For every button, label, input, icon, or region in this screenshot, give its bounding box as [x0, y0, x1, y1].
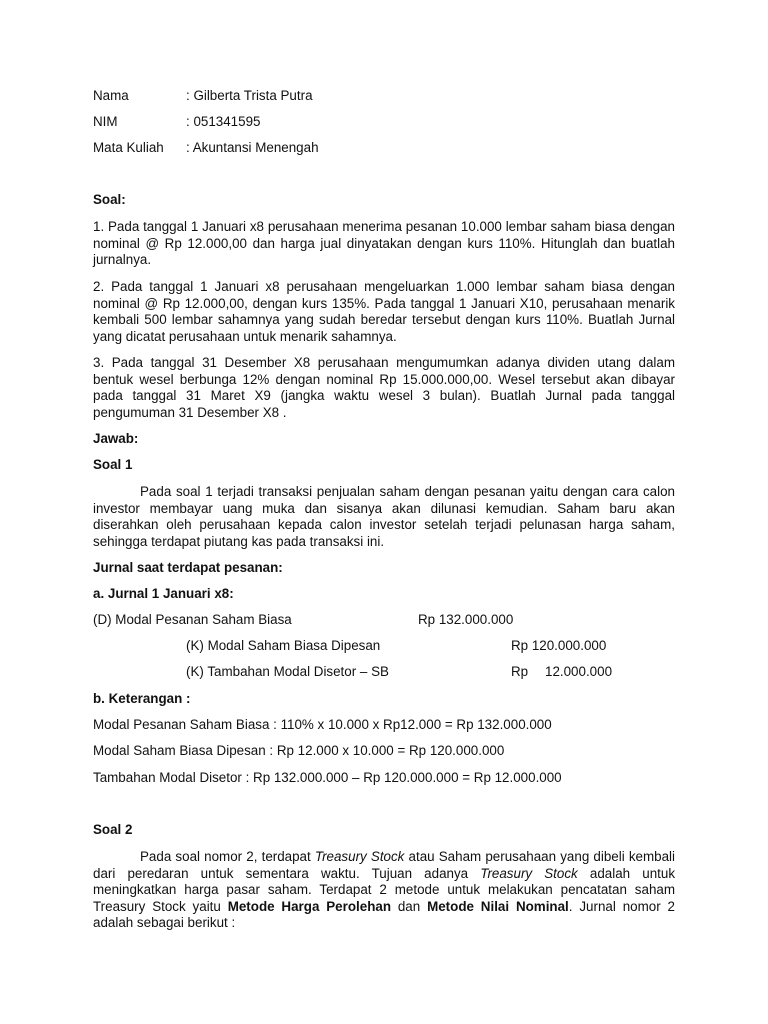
soal2-heading: Soal 2: [93, 822, 133, 837]
keterangan-line-1: Modal Pesanan Saham Biasa : 110% x 10.000 x Rp12.000 = Rp 132.000.000: [93, 717, 552, 732]
journal-entry-debit: [93, 612, 675, 628]
soal1-paragraph: Pada soal 1 terjadi transaksi penjualan saham dengan pesanan yaitu dengan cara calon investor membayar uang muka dan sisanya akan dilunasi kemudian. Saham baru akan diserahkan oleh perusahaan kepada calon investor setelah terjadi pelunasan harga saham, sehingga terdapat piutang kas pada transaksi ini.: [93, 484, 675, 549]
soal2-text: . Jurnal nomor 2 adalah sebagai berikut :: [93, 898, 675, 930]
soal1-heading: Soal 1: [93, 457, 133, 472]
soal2-bold-term: Metode Nilai Nominal: [427, 898, 569, 914]
course-label: Mata Kuliah: [93, 140, 164, 155]
entry-account: (D) Modal Pesanan Saham Biasa: [93, 612, 292, 627]
entry-credit-currency: Rp: [511, 664, 529, 679]
soal2-text: Pada soal nomor 2, terdapat: [140, 849, 315, 864]
entry-debit-amount: Rp 132.000.000: [418, 612, 514, 627]
soal2-text: atau Saham perusahaan yang dibeli kembali dari peredaran untuk sementara waktu. Tujuan adanya: [93, 849, 675, 881]
soal2-paragraph: [93, 849, 675, 932]
nim-label: NIM: [93, 114, 118, 129]
jurnal-heading: Jurnal saat terdapat pesanan:: [93, 560, 283, 575]
course-value: : Akuntansi Menengah: [186, 140, 319, 155]
jawab-heading: Jawab:: [93, 431, 139, 446]
nim-value: : 051341595: [186, 114, 261, 129]
name-row: [93, 88, 313, 104]
name-value: : Gilberta Trista Putra: [186, 88, 313, 103]
keterangan-line-2: Modal Saham Biasa Dipesan : Rp 12.000 x 10.000 = Rp 120.000.000: [93, 743, 505, 758]
soal-heading: Soal:: [93, 192, 126, 207]
question-2: 2. Pada tanggal 1 Januari x8 perusahaan mengeluarkan 1.000 lembar saham biasa dengan nominal @ Rp 12.000,00, dengan kurs 135%. Pada tanggal 1 Januari X10, perusahaan menarik kembali 500 lembar sahamnya yang sudah beredar tersebut dengan kurs 110%. Buatlah Jurnal yang dicatat perusahaan untuk menarik sahamnya.: [93, 279, 675, 344]
soal2-text: dan: [391, 898, 428, 914]
soal2-bold-term: Metode Harga Perolehan: [227, 898, 391, 914]
soal2-italic-term: Treasury Stock: [480, 865, 578, 881]
name-label: Nama: [93, 88, 129, 103]
course-row: [93, 140, 319, 156]
question-3: 3. Pada tanggal 31 Desember X8 perusahaan mengumumkan adanya dividen utang dalam bentuk wesel berbunga 12% dengan nominal Rp 15.000.000,00. Wesel tersebut akan dibayar pada tanggal 31 Maret X9 (jangka waktu wesel 3 bulan). Buatlah Jurnal pada tanggal pengumuman 31 Desember X8 .: [93, 355, 675, 420]
entry-account: (K) Tambahan Modal Disetor – SB: [186, 664, 389, 679]
soal2-italic-term: Treasury Stock: [314, 849, 405, 864]
nim-row: [93, 114, 260, 130]
jurnal-a-heading: a. Jurnal 1 Januari x8:: [93, 586, 234, 601]
entry-credit-amount: [511, 664, 612, 680]
entry-credit-amount: Rp 120.000.000: [511, 638, 607, 653]
entry-account: (K) Modal Saham Biasa Dipesan: [186, 638, 381, 653]
entry-credit-value: 12.000.000: [545, 664, 613, 679]
keterangan-line-3: Tambahan Modal Disetor : Rp 132.000.000 – Rp 120.000.000 = Rp 12.000.000: [93, 770, 562, 785]
question-1: 1. Pada tanggal 1 Januari x8 perusahaan menerima pesanan 10.000 lembar saham biasa dengan nominal @ Rp 12.000,00 dan harga jual dinyatakan dengan kurs 110%. Hitunglah dan buatlah jurnalnya.: [93, 219, 675, 267]
soal2-text: adalah untuk meningkatkan harga pasar saham. Terdapat 2 metode untuk melakukan pencatatan saham Treasury Stock yaitu: [93, 865, 676, 914]
keterangan-heading: b. Keterangan :: [93, 691, 191, 706]
